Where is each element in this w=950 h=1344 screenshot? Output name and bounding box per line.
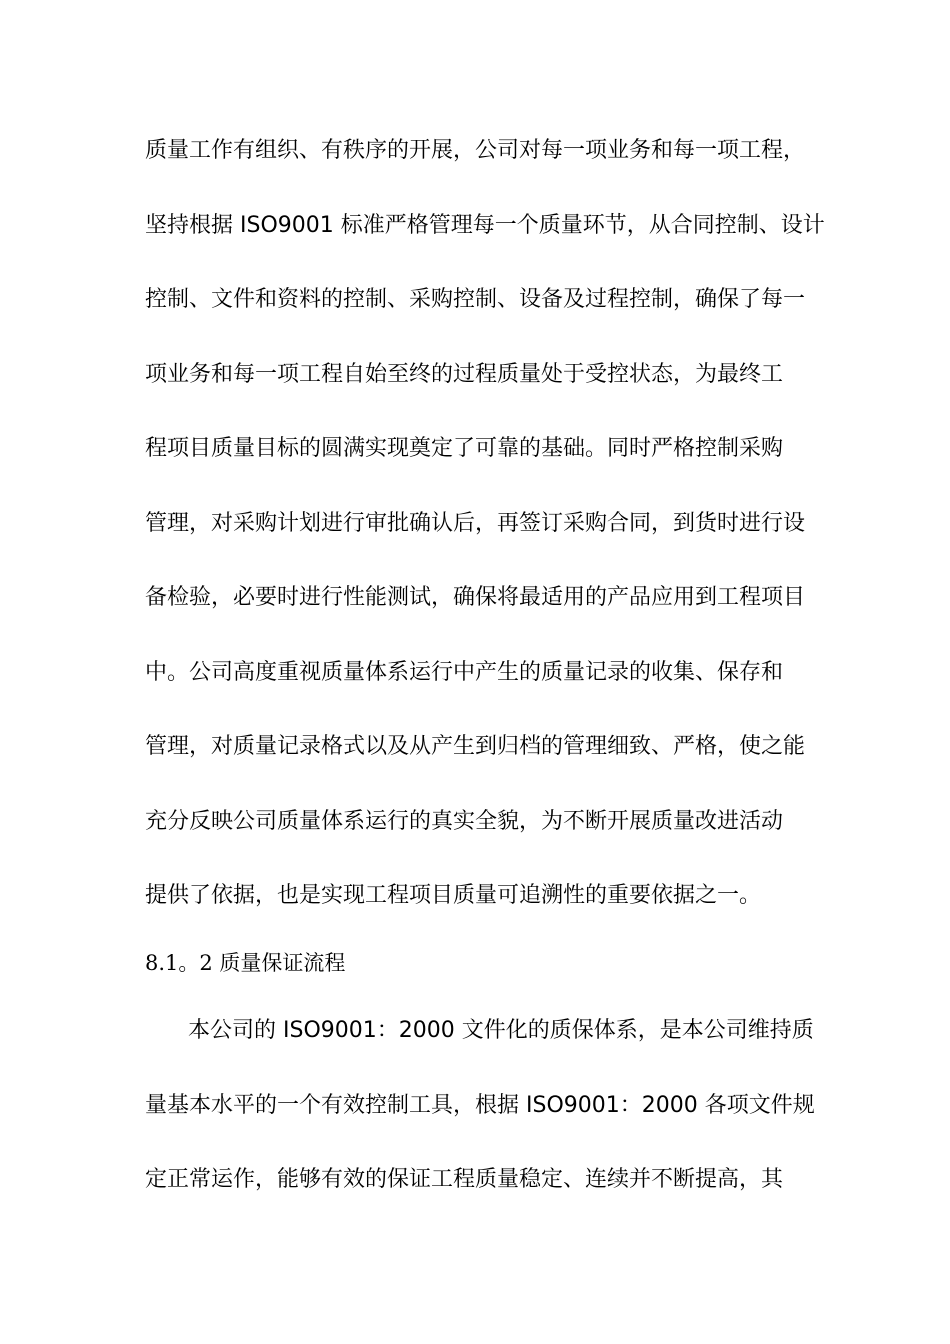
paragraph-line: 提供了依据，也是实现工程项目质量可追溯性的重要依据之一。 [145, 883, 762, 908]
paragraph-line: 量基本水平的一个有效控制工具，根据 ISO9001：2000 各项文件规 [145, 1093, 815, 1118]
paragraph-line: 程项目质量目标的圆满实现奠定了可靠的基础。同时严格控制采购 [145, 436, 784, 461]
paragraph-line: 管理，对采购计划进行审批确认后，再签订采购合同，到货时进行设 [145, 511, 806, 536]
paragraph-line: 定正常运作，能够有效的保证工程质量稳定、连续并不断提高，其 [145, 1167, 784, 1192]
paragraph-line: 本公司的 ISO9001：2000 文件化的质保体系，是本公司维持质 [188, 1018, 814, 1043]
section-heading: 8.1。2 质量保证流程 [145, 951, 346, 975]
paragraph-line: 质量工作有组织、有秩序的开展，公司对每一项业务和每一项工程， [145, 138, 806, 163]
paragraph-line: 管理，对质量记录格式以及从产生到归档的管理细致、严格，使之能 [145, 734, 806, 759]
paragraph-line: 备检验，必要时进行性能测试，确保将最适用的产品应用到工程项目 [145, 585, 806, 610]
paragraph-line: 坚持根据 ISO9001 标准严格管理每一个质量环节，从合同控制、设计 [145, 213, 825, 238]
paragraph-line: 项业务和每一项工程自始至终的过程质量处于受控状态，为最终工 [145, 362, 784, 387]
paragraph-line: 中。公司高度重视质量体系运行中产生的质量记录的收集、保存和 [145, 660, 784, 685]
paragraph-line: 充分反映公司质量体系运行的真实全貌，为不断开展质量改进活动 [145, 809, 784, 834]
paragraph-line: 控制、文件和资料的控制、采购控制、设备及过程控制，确保了每一 [145, 287, 806, 312]
